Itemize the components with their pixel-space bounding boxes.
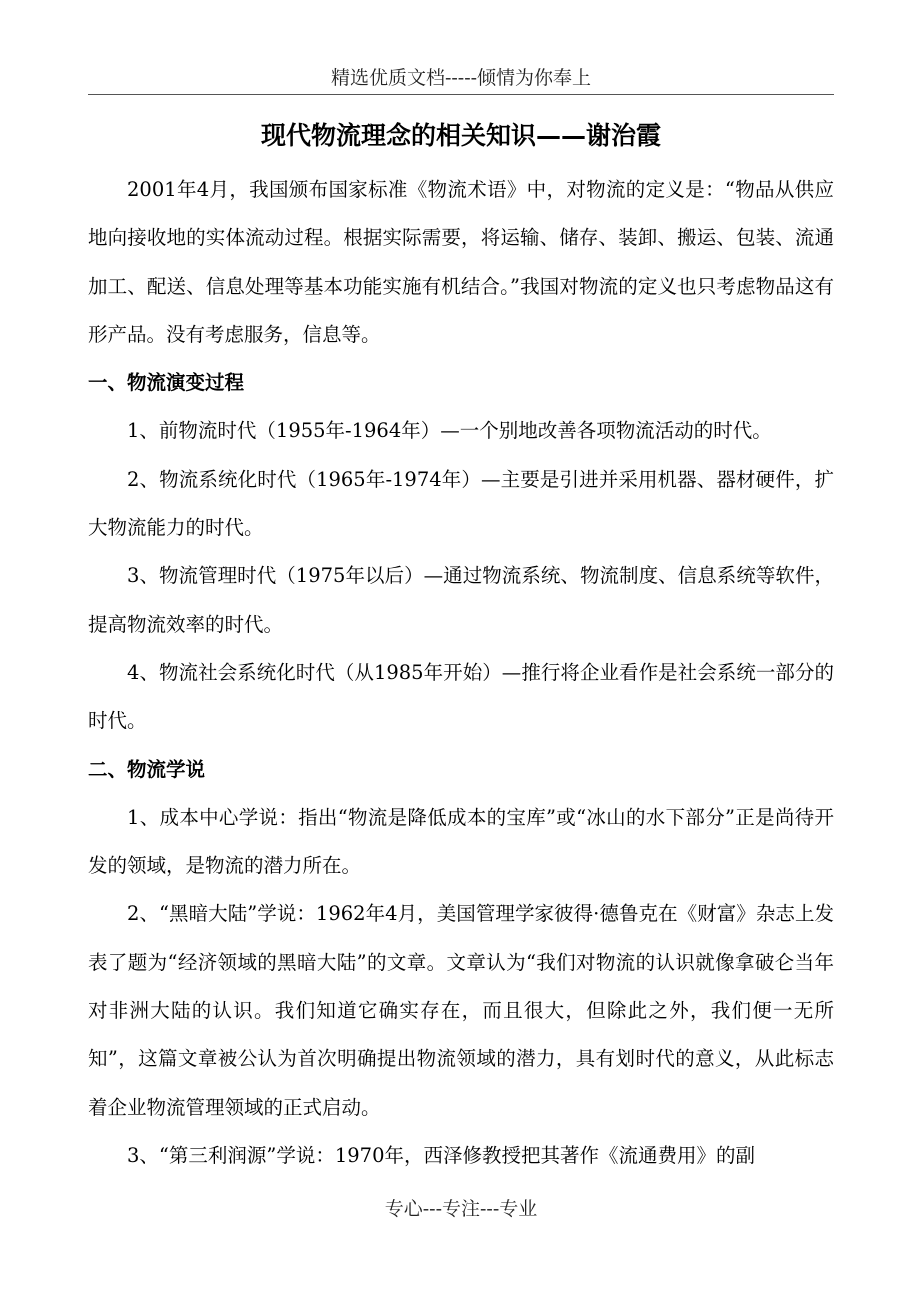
page-header: 精选优质文档-----倾情为你奉上: [330, 67, 592, 89]
document-body: [88, 166, 834, 1180]
paragraph-theory-2: 2、“黑暗大陆”学说：1962年4月，美国管理学家彼得·德鲁克在《财富》杂志上发表了题为“经济领域的黑暗大陆”的文章。文章认为“我们对物流的认识就像拿破仑当年对非洲大陆的认识。我们知道它确实存在，而且很大，但除此之外，我们便一无所知”，这篇文章被公认为首次明确提出物流领域的潜力，具有划时代的意义，从此标志着企业物流管理领域的正式启动。: [88, 902, 834, 1119]
paragraph-theory-1: 1、成本中心学说：指出“物流是降低成本的宝库”或“冰山的水下部分”正是尚待开发的领域，是物流的潜力所在。: [88, 805, 834, 878]
section-heading-1: 一、物流演变过程: [88, 371, 245, 395]
paragraph-era-2: 2、物流系统化时代（1965年-1974年）—主要是引进并采用机器、器材硬件，扩大物流能力的时代。: [88, 467, 834, 540]
page-footer: 专心---专注---专业: [384, 1198, 538, 1220]
paragraph-era-3: 3、物流管理时代（1975年以后）—通过物流系统、物流制度、信息系统等软件，提高物流效率的时代。: [88, 564, 834, 636]
section-heading-2: 二、物流学说: [88, 757, 206, 781]
paragraph-theory-3: 3、“第三利润源”学说：1970年，西泽修教授把其著作《流通费用》的副: [127, 1143, 755, 1167]
header-divider: [88, 94, 834, 95]
paragraph-era-4: 4、物流社会系统化时代（从1985年开始）—推行将企业看作是社会系统一部分的时代。: [88, 660, 834, 733]
paragraph-intro: 2001年4月，我国颁布国家标准《物流术语》中，对物流的定义是：“物品从供应地向接收地的实体流动过程。根据实际需要，将运输、储存、装卸、搬运、包装、流通加工、配送、信息处理等基本功能实施有机结合。”我国对物流的定义也只考虑物品这有形产品。没有考虑服务，信息等。: [88, 178, 834, 346]
document-title: 现代物流理念的相关知识——谢治霞: [260, 121, 661, 150]
paragraph-era-1: 1、前物流时代（1955年-1964年）—一个别地改善各项物流活动的时代。: [127, 419, 772, 443]
